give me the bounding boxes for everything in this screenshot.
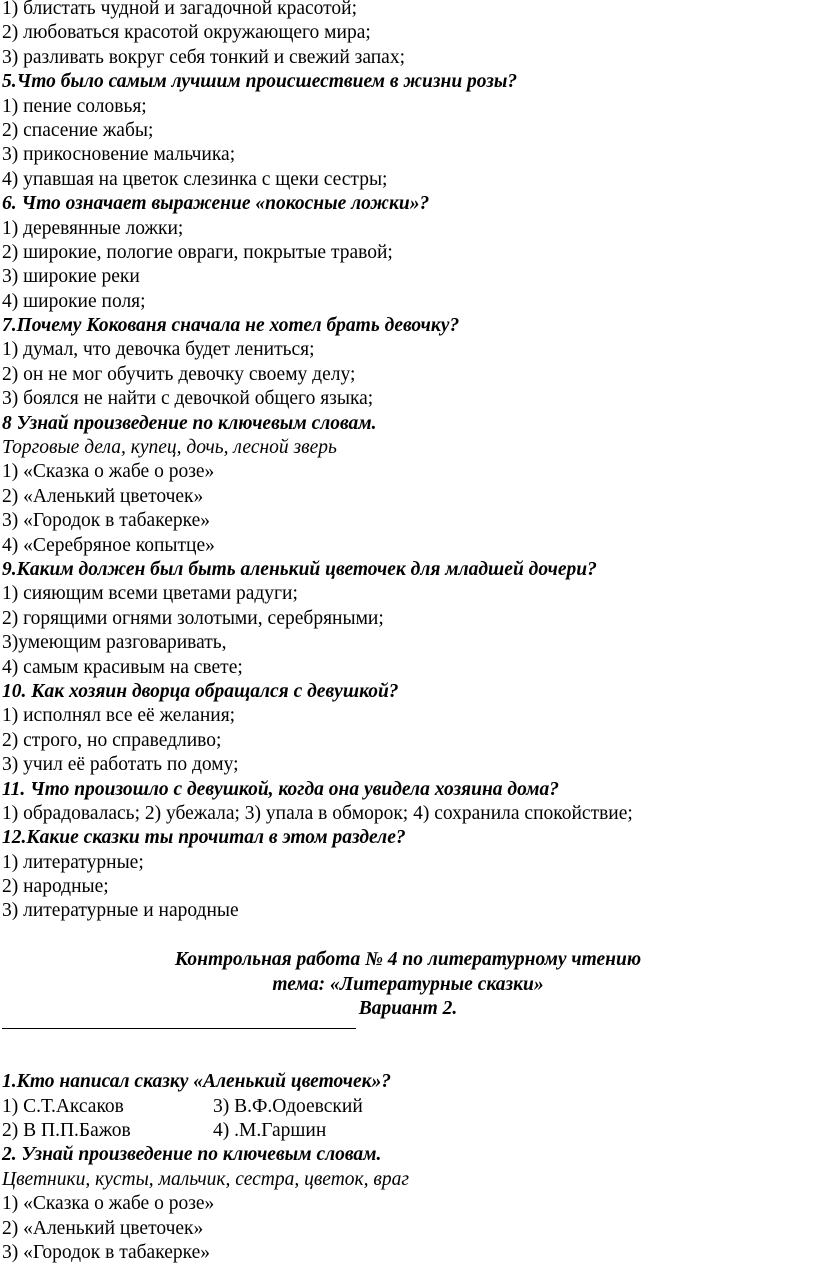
q9-option-3: 3)умеющим разговаривать, [2, 632, 227, 654]
q8-option-1: 1) «Сказка о жабе о розе» [2, 461, 215, 483]
test-title: Контрольная работа № 4 по литературному чтению [174, 949, 642, 971]
q7-title: 7.Почему Кокованя сначала не хотел брать девочку? [2, 315, 460, 337]
v2-q2-keywords: Цветники, кусты, мальчик, сестра, цветок, враг [2, 1168, 409, 1190]
v2-q2-option-3: 3) «Городок в табакерке» [2, 1241, 210, 1263]
q8-option-4: 4) «Серебряное копытце» [2, 534, 215, 556]
test-topic: тема: «Литературные сказки» [272, 973, 544, 995]
q10-title: 10. Как хозяин дворца обращался с девушкой? [2, 680, 399, 702]
spacer [2, 1046, 814, 1070]
q9-option-2: 2) горящими огнями золотыми, серебряными; [2, 607, 384, 629]
q10-option-1: 1) исполнял все её желания; [2, 705, 236, 727]
q12-title: 12.Какие сказки ты прочитал в этом разделе? [2, 827, 406, 849]
q6-option-4: 4) широкие поля; [2, 290, 146, 312]
q10-option-2: 2) строго, но справедливо; [2, 729, 222, 751]
q11-options: 1) обрадовалась; 2) убежала; 3) упала в обморок; 4) сохранила спокойствие; [2, 802, 633, 824]
q7-option-3: 3) боялся не найти с девочкой общего языка; [2, 388, 374, 410]
q6-option-1: 1) деревянные ложки; [2, 217, 184, 239]
v2-q1-title: 1.Кто написал сказку «Аленький цветочек»? [2, 1071, 392, 1093]
q5-option-4: 4) упавшая на цветок слезинка с щеки сестры; [2, 168, 388, 190]
q7-option-2: 2) он не мог обучить девочку своему делу; [2, 363, 356, 385]
q4-option-1: 1) блистать чудной и загадочной красотой; [2, 0, 358, 19]
q5-option-1: 1) пение соловья; [2, 95, 147, 117]
q9-option-4: 4) самым красивым на свете; [2, 656, 243, 678]
v2-q1-row-2 [2, 1119, 814, 1143]
q8-title: 8 Узнай произведение по ключевым словам. [2, 412, 377, 434]
q4-option-3: 3) разливать вокруг себя тонкий и свежий запах; [2, 46, 405, 68]
q9-title: 9.Каким должен был быть аленький цветочек для младшей дочери? [2, 558, 597, 580]
test-variant: Вариант 2. [358, 998, 458, 1020]
q6-title: 6. Что означает выражение «покосные ложки»? [2, 193, 430, 215]
v2-q1-option-3: 3) В.Ф.Одоевский [213, 1095, 363, 1117]
divider [2, 1021, 814, 1045]
v2-q1-row-1 [2, 1095, 814, 1119]
q8-keywords: Торговые дела, купец, дочь, лесной зверь [2, 437, 337, 459]
v2-q2-option-2: 2) «Аленький цветочек» [2, 1217, 204, 1239]
q9-option-1: 1) сияющим всеми цветами радуги; [2, 583, 298, 605]
q12-option-2: 2) народные; [2, 876, 109, 898]
v2-q1-option-1: 1) С.Т.Аксаков [2, 1095, 124, 1117]
q5-title: 5.Что было самым лучшим происшествием в жизни розы? [2, 71, 518, 93]
v2-q2-title: 2. Узнай произведение по ключевым словам. [2, 1144, 382, 1166]
q6-option-2: 2) широкие, пологие овраги, покрытые травой; [2, 241, 393, 263]
q7-option-1: 1) думал, что девочка будет лениться; [2, 339, 315, 361]
q6-option-3: 3) широкие реки [2, 266, 140, 288]
q5-option-3: 3) прикосновение мальчика; [2, 144, 236, 166]
v2-q2-option-1: 1) «Сказка о жабе о розе» [2, 1193, 215, 1215]
v2-q1-option-2: 2) В П.П.Бажов [2, 1119, 131, 1141]
q5-option-2: 2) спасение жабы; [2, 119, 154, 141]
q4-option-2: 2) любоваться красотой окружающего мира; [2, 22, 371, 44]
v2-q1-option-4: 4) .М.Гаршин [213, 1119, 327, 1141]
document-page [2, 0, 814, 1265]
spacer [2, 924, 814, 948]
q8-option-3: 3) «Городок в табакерке» [2, 510, 210, 532]
q12-option-3: 3) литературные и народные [2, 900, 239, 922]
q10-option-3: 3) учил её работать по дому; [2, 754, 239, 776]
q12-option-1: 1) литературные; [2, 851, 144, 873]
q8-option-2: 2) «Аленький цветочек» [2, 485, 204, 507]
q11-title: 11. Что произошло с девушкой, когда она увидела хозяина дома? [2, 778, 559, 800]
